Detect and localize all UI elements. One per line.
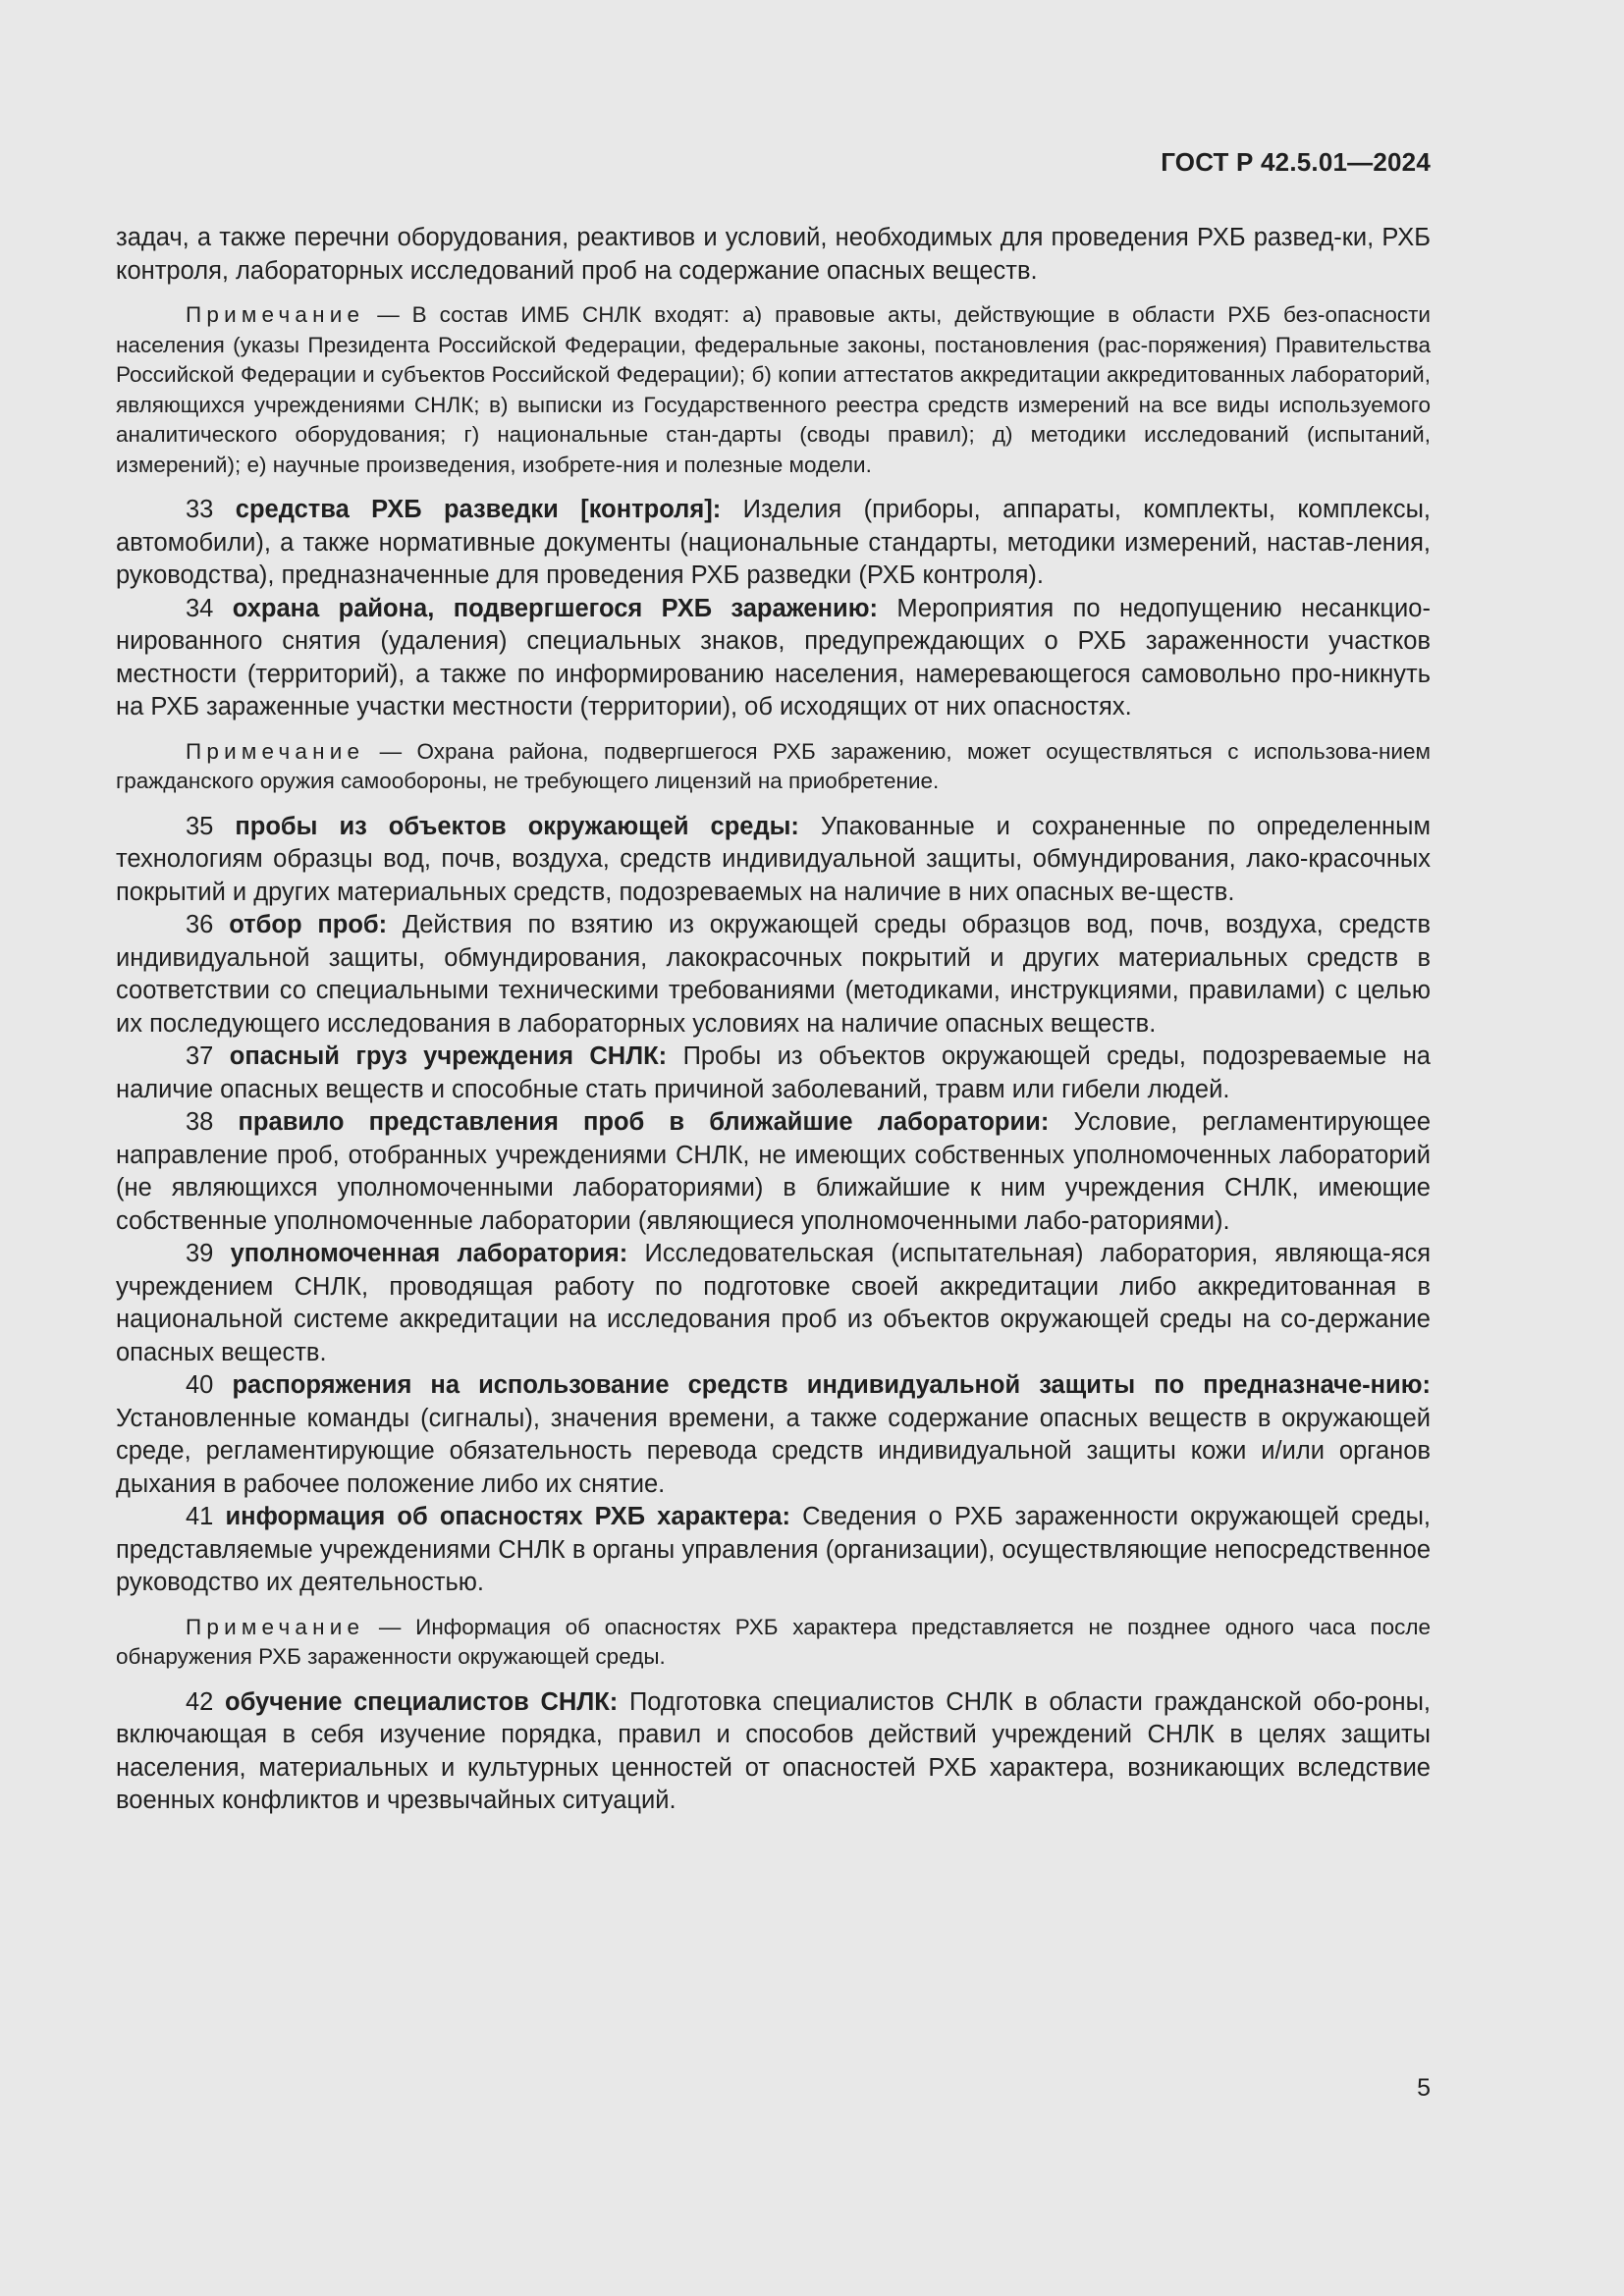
term-title: обучение специалистов СНЛК: (225, 1687, 619, 1716)
paragraph-intro: задач, а также перечни оборудования, реактивов и условий, необходимых для проведения РХБ развед-ки, РХБ контроля, лабораторных исследований проб на содержание опасных веществ. (116, 224, 1431, 285)
page-number: 5 (1417, 2074, 1431, 2102)
page-content (116, 222, 1431, 1818)
term-title: информация об опасностях РХБ характера: (225, 1503, 790, 1530)
term-title: правило представления проб в ближайшие лаборатории: (238, 1108, 1050, 1136)
note-3 (116, 1613, 1431, 1673)
term-definition: Условие, регламентирующее направление проб, отобранных учреждениями СНЛК, не имеющих собственных уполномоченных лабораторий (не являющихся уполномоченными лабораториями) в ближайшие к ним учреждения СНЛК, имеющие собственные уполномоченные лаборатории (являющиеся уполномоченными лабо-раториями). (116, 1108, 1432, 1235)
note-label: Примечание (186, 738, 365, 764)
term-definition: Сведения о РХБ зараженности окружающей среды, представляемые учреждениями СНЛК в органы управления (организации), осуществляющие непосредственное руководство их деятельностью. (116, 1503, 1431, 1596)
note-1 (116, 300, 1431, 480)
term-number: 42 (186, 1687, 214, 1716)
note-dash: — (364, 738, 417, 764)
term-definition: Мероприятия по недопущению несанкцио-нированного снятия (удаления) специальных знаков, предупреждающих о РХБ зараженности участков местности (территорий), а также по информированию населения, намеревающегося самовольно про-никнуть на РХБ зараженные участки местности (территории), об исходящих от них опасностях. (116, 594, 1431, 721)
term-number: 33 (186, 496, 214, 523)
term-number: 41 (186, 1503, 214, 1530)
term-entry-39 (116, 1238, 1431, 1369)
term-definition: Установленные команды (сигналы), значения времени, а также содержание опасных веществ в окружающей среде, регламентирующие обязательность перевода средств индивидуальной защиты кожи и/или органов дыхания в рабочее положение либо их снятие. (116, 1404, 1431, 1498)
term-definition: Изделия (приборы, аппараты, комплекты, комплексы, автомобили), а также нормативные документы (национальные стандарты, методики измерений, настав-ления, руководства), предназначенные для проведения РХБ разведки (РХБ контроля). (116, 496, 1431, 589)
term-number: 35 (186, 812, 214, 840)
term-definition: Упакованные и сохраненные по определенным технологиям образцы вод, почв, воздуха, средств индивидуальной защиты, обмундирования, лако-красочных покрытий и других материальных средств, подозреваемых на наличие в них опасных ве-ществ. (116, 812, 1431, 906)
term-title: опасный груз учреждения СНЛК: (229, 1042, 668, 1070)
term-number: 40 (186, 1371, 214, 1399)
term-number: 37 (186, 1042, 214, 1070)
term-entry-33 (116, 494, 1431, 593)
term-number: 36 (186, 911, 214, 938)
note-label: Примечание (186, 1614, 365, 1639)
term-entry-40 (116, 1369, 1431, 1501)
term-entry-42 (116, 1686, 1431, 1818)
term-title: отбор проб: (229, 911, 388, 938)
term-definition: Подготовка специалистов СНЛК в области гражданской обо-роны, включающая в себя изучение порядка, правил и способов действий учреждений СНЛК в целях защиты населения, материальных и культурных ценностей от опасностей РХБ характера, возникающих вследствие военных конфликтов и чрезвычайных ситуаций. (116, 1687, 1431, 1814)
document-code: ГОСТ Р 42.5.01—2024 (1161, 147, 1431, 177)
term-entry-41 (116, 1501, 1431, 1600)
term-definition: Исследовательская (испытательная) лаборатория, являюща-яся учреждением СНЛК, проводящая работу по подготовке своей аккредитации либо аккредитованная в национальной системе аккредитации на исследования проб из объектов окружающей среды на со-держание опасных веществ. (116, 1240, 1432, 1366)
term-definition: Действия по взятию из окружающей среды образцов вод, почв, воздуха, средств индивидуальной защиты, обмундирования, лакокрасочных покрытий и других материальных средств в соответствии со специальными техническими требованиями (методиками, инструкциями, правилами) с целью их последующего исследования в лабораторных условиях на наличие опасных веществ. (116, 911, 1431, 1038)
term-number: 39 (186, 1240, 214, 1267)
term-number: 38 (186, 1108, 214, 1136)
note-dash: — (364, 302, 412, 327)
term-title: средства РХБ разведки [контроля]: (235, 496, 722, 523)
term-title: пробы из объектов окружающей среды: (235, 812, 799, 840)
term-entry-37 (116, 1041, 1431, 1106)
term-entry-35 (116, 811, 1431, 910)
term-definition: Пробы из объектов окружающей среды, подозреваемые на наличие опасных веществ и способные стать причиной заболеваний, травм или гибели людей. (116, 1042, 1431, 1103)
term-title: охрана района, подвергшегося РХБ заражению: (232, 594, 878, 622)
term-number: 34 (186, 594, 214, 622)
note-text: Охрана района, подвергшегося РХБ заражению, может осуществляться с использова-нием гражданского оружия самообороны, не требующего лицензий на приобретение. (116, 738, 1431, 793)
note-dash: — (364, 1614, 416, 1639)
note-text: Информация об опасностях РХБ характера представляется не позднее одного часа после обнаружения РХБ зараженности окружающей среды. (116, 1614, 1431, 1669)
term-entry-36 (116, 909, 1431, 1041)
note-2 (116, 737, 1431, 797)
term-title: распоряжения на использование средств индивидуальной защиты по предназначе-нию: (232, 1371, 1431, 1399)
term-entry-34 (116, 593, 1431, 724)
term-entry-38 (116, 1106, 1431, 1238)
note-text: В состав ИМБ СНЛК входят: а) правовые акты, действующие в области РХБ без-опасности населения (указы Президента Российской Федерации, федеральные законы, постановления (рас-поряжения) Правительства Российской Федерации и субъектов Российской Федерации); б) копии аттестатов аккредитации аккредитованных лабораторий, являющихся учреждениями СНЛК; в) выписки из Государственного реестра средств измерений на все виды используемого аналитического оборудования; г) национальные стан-дарты (своды правил); д) методики исследований (испытаний, измерений); е) научные произведения, изобрете-ния и полезные модели. (116, 302, 1431, 477)
term-title: уполномоченная лаборатория: (230, 1240, 628, 1267)
note-label: Примечание (186, 302, 365, 327)
